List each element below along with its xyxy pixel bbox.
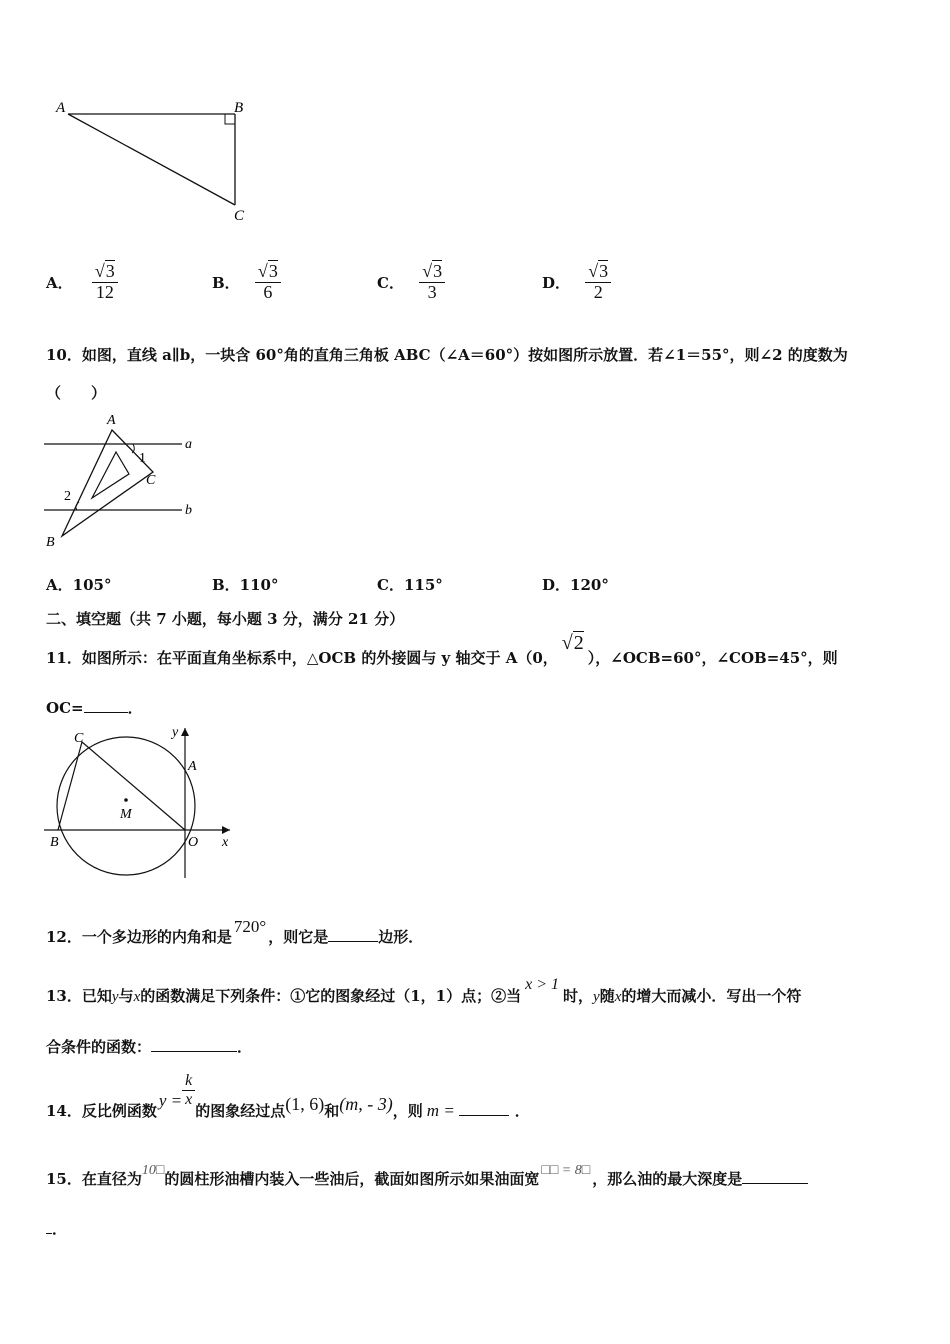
q10-option-d: D．120° (542, 576, 609, 594)
q10-bracket: （ ） (46, 384, 107, 402)
circle-coordinate-figure (40, 722, 240, 882)
section-heading: 二、填空题（共 7 小题，每小题 3 分，满分 21 分） (46, 610, 405, 628)
fraction: $\frac{√3}{2}$ (585, 262, 611, 303)
q9-option-b: B． $\frac{√3}{6}$ (212, 262, 281, 303)
center-m-label: M (120, 807, 132, 822)
vertex-b-label: B (234, 100, 244, 116)
axis-y-label: y (172, 725, 179, 740)
vertex-a-label: A (107, 413, 116, 428)
line-a-label: a (185, 437, 192, 452)
point-b-label: B (50, 835, 59, 850)
q10-option-c: C．115° (377, 576, 443, 594)
answer-blank[interactable] (328, 927, 378, 942)
answer-blank[interactable] (459, 1101, 509, 1116)
angle-2-label: 2 (64, 489, 71, 504)
q15-answer-line: ． (46, 1218, 67, 1239)
answer-blank[interactable] (151, 1037, 237, 1052)
angle-1-label: 1 (139, 451, 146, 466)
origin-o-label: O (188, 835, 199, 850)
q11-text: 11．如图所示：在平面直角坐标系中，△OCB 的外接圆与 y 轴交于 A（0，√2），∠OCB=60°，∠COB=45°，则 (46, 632, 838, 667)
q11-answer-line: OC= ． (46, 699, 143, 717)
q14-text: 14．反比例函数y = $\frac{k}{x}$ 的图象经过点(1, 6)和(m, - 3)，则 m = ． (46, 1072, 530, 1121)
vertex-c-label: C (146, 473, 156, 488)
vertex-b-label: B (46, 535, 55, 548)
q15-text: 15．在直径为10□的圆柱形油槽内装入一些油后，截面如图所示如果油面宽 □□ = 8□ ，那么油的最大深度是 (46, 1168, 808, 1189)
q13-answer-line: 合条件的函数： ． (46, 1038, 253, 1056)
q12-text: 12．一个多边形的内角和是720°，则它是 边形． (46, 917, 424, 946)
fraction: $\frac{√3}{12}$ (92, 262, 118, 303)
k-over-x: $\frac{k}{x}$ (182, 1072, 195, 1108)
q9-option-c: C． $\frac{√3}{3}$ (377, 262, 445, 303)
q13-text: 13．已知y与x的函数满足下列条件：①它的图象经过（1，1）点；②当x > 1时，y随x的增大而减小．写出一个符 (46, 976, 802, 1005)
parallel-lines-triangle-figure (40, 408, 210, 548)
fraction: $\frac{√3}{3}$ (419, 262, 445, 303)
point-c-label: C (74, 731, 84, 746)
vertex-a-label: A (56, 100, 66, 116)
q9-option-a: A． $\frac{√3}{12}$ (46, 262, 118, 303)
q10-option-b: B．110° (212, 576, 279, 594)
axis-x-label: x (222, 835, 229, 850)
vertex-c-label: C (234, 208, 245, 224)
line-b-label: b (185, 503, 192, 518)
answer-blank[interactable] (84, 698, 128, 713)
point-a-label: A (188, 759, 197, 774)
sqrt-2: √2 (561, 632, 584, 654)
fraction: $\frac{√3}{6}$ (255, 262, 281, 303)
answer-blank[interactable] (742, 1169, 808, 1184)
triangle-abc-figure (50, 92, 260, 227)
q9-option-d: D． $\frac{√3}{2}$ (542, 262, 611, 303)
q10-option-a: A．105° (46, 576, 112, 594)
q10-text: 10．如图，直线 a∥b，一块含 60°角的直角三角板 ABC（∠A＝60°）按如图所示放置．若∠1＝55°，则∠2 的度数为 (46, 346, 848, 364)
